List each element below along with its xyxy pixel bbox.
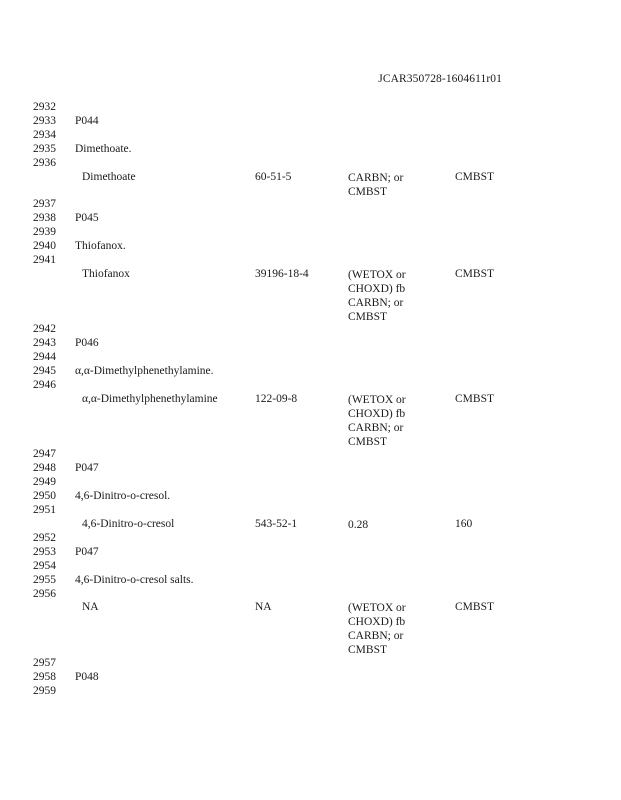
- line-number: 2944: [33, 351, 56, 363]
- nonwastewater-standard: CMBST: [455, 393, 494, 405]
- waste-code: P046: [75, 337, 99, 349]
- line-number: 2942: [33, 323, 56, 335]
- waste-title: α,α-Dimethylphenethylamine.: [75, 365, 214, 377]
- line-number: 2936: [33, 157, 56, 169]
- cas-number: 122-09-8: [255, 393, 298, 405]
- waste-title: Thiofanox.: [75, 240, 126, 252]
- wastewater-standard: 0.28: [348, 519, 369, 531]
- line-number: 2948: [33, 462, 56, 474]
- constituent-name: NA: [82, 601, 99, 613]
- cas-number: NA: [255, 601, 272, 613]
- line-number: 2945: [33, 365, 56, 377]
- nonwastewater-standard: 160: [455, 518, 473, 530]
- wastewater-standard: (WETOX or CHOXD) fb CARBN; or CMBST: [348, 394, 406, 448]
- waste-code: P047: [75, 462, 99, 474]
- line-number: 2949: [33, 476, 56, 488]
- cas-number: 543-52-1: [255, 518, 298, 530]
- line-number: 2955: [33, 574, 56, 586]
- line-number: 2939: [33, 226, 56, 238]
- constituent-name: Dimethoate: [82, 171, 136, 183]
- wastewater-standard: (WETOX or CHOXD) fb CARBN; or CMBST: [348, 269, 406, 323]
- line-number: 2953: [33, 546, 56, 558]
- line-number: 2946: [33, 379, 56, 391]
- waste-title: 4,6-Dinitro-o-cresol.: [75, 490, 171, 502]
- waste-title: Dimethoate.: [75, 143, 132, 155]
- constituent-name: 4,6-Dinitro-o-cresol: [82, 518, 175, 530]
- line-number: 2956: [33, 588, 56, 600]
- cas-number: 39196-18-4: [255, 268, 309, 280]
- line-number: 2938: [33, 212, 56, 224]
- wastewater-standard: CARBN; or CMBST: [348, 172, 404, 198]
- line-number: 2937: [33, 198, 56, 210]
- waste-code: P045: [75, 212, 99, 224]
- line-number: 2932: [33, 101, 56, 113]
- line-number: 2950: [33, 490, 56, 502]
- waste-code: P047: [75, 546, 99, 558]
- waste-code: P044: [75, 115, 99, 127]
- cas-number: 60-51-5: [255, 171, 292, 183]
- line-number: 2943: [33, 337, 56, 349]
- line-number: 2959: [33, 685, 56, 697]
- nonwastewater-standard: CMBST: [455, 268, 494, 280]
- nonwastewater-standard: CMBST: [455, 171, 494, 183]
- line-number: 2941: [33, 254, 56, 266]
- line-number: 2947: [33, 448, 56, 460]
- line-number: 2935: [33, 143, 56, 155]
- line-number: 2952: [33, 532, 56, 544]
- waste-title: 4,6-Dinitro-o-cresol salts.: [75, 574, 194, 586]
- line-number: 2951: [33, 504, 56, 516]
- line-number: 2957: [33, 657, 56, 669]
- line-number: 2934: [33, 129, 56, 141]
- wastewater-standard: (WETOX or CHOXD) fb CARBN; or CMBST: [348, 602, 406, 656]
- constituent-name: Thiofanox: [82, 268, 130, 280]
- line-number: 2958: [33, 671, 56, 683]
- waste-code: P048: [75, 671, 99, 683]
- line-number: 2933: [33, 115, 56, 127]
- nonwastewater-standard: CMBST: [455, 601, 494, 613]
- document-id: JCAR350728-1604611r01: [378, 73, 502, 85]
- line-number: 2954: [33, 560, 56, 572]
- constituent-name: α,α-Dimethylphenethylamine: [82, 393, 218, 405]
- line-number: 2940: [33, 240, 56, 252]
